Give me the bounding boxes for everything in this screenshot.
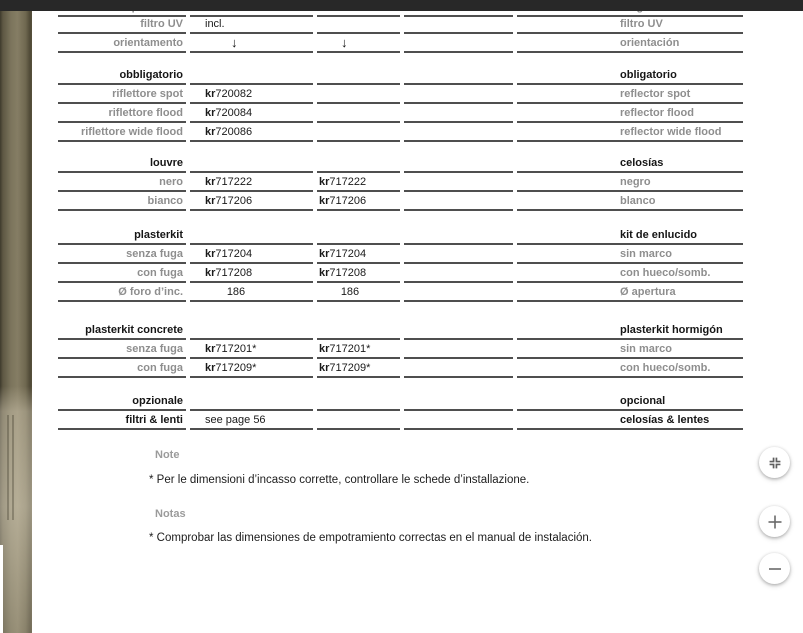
row-label: louvre — [149, 157, 183, 169]
product-code — [319, 195, 366, 207]
spec-row — [58, 34, 743, 53]
product-code — [319, 176, 366, 188]
product-code — [319, 267, 366, 279]
row-label: orientamento — [113, 37, 183, 49]
spec-row — [58, 17, 743, 34]
right-label: sin marco — [620, 343, 672, 355]
spec-cell — [58, 340, 186, 359]
code-prefix: kr — [205, 195, 216, 207]
previous-page-edge[interactable] — [0, 0, 32, 633]
spec-row — [58, 264, 743, 283]
spec-cell — [190, 34, 313, 53]
spec-cell — [404, 245, 513, 264]
spec-cell — [190, 104, 313, 123]
right-label: filtro UV — [620, 18, 663, 30]
product-code — [205, 126, 252, 138]
row-label: bianco — [147, 195, 183, 207]
fit-to-screen-icon — [767, 455, 783, 471]
code-number: 717222 — [329, 176, 367, 188]
spec-cell — [317, 192, 400, 211]
spec-row — [58, 192, 743, 211]
spec-cell — [517, 392, 743, 411]
product-code — [205, 195, 252, 207]
spec-row — [58, 85, 743, 104]
spec-cell — [317, 264, 400, 283]
section-spacer — [58, 378, 743, 392]
spec-cell — [317, 123, 400, 142]
spec-cell — [404, 34, 513, 53]
right-label: celosías — [620, 157, 664, 169]
code-number: 720086 — [215, 126, 253, 138]
spec-cell — [404, 192, 513, 211]
spec-cell — [517, 104, 743, 123]
spec-cell — [58, 321, 186, 340]
section-spacer — [58, 53, 743, 66]
spec-cell — [190, 66, 313, 85]
product-code — [319, 248, 366, 260]
down-arrow-icon: ↓ — [341, 35, 348, 50]
row-label: Ø foro d’inc. — [118, 286, 183, 298]
note-title-es: Notas — [155, 508, 186, 520]
right-label: celosías & lentes — [620, 414, 710, 426]
spec-cell — [317, 173, 400, 192]
note-title-it: Note — [155, 449, 180, 461]
spec-cell — [517, 85, 743, 104]
spec-cell — [517, 321, 743, 340]
product-code — [205, 107, 252, 119]
spec-cell — [317, 66, 400, 85]
spec-cell — [404, 154, 513, 173]
product-code — [205, 362, 256, 374]
spec-cell — [190, 173, 313, 192]
spec-cell — [190, 245, 313, 264]
row-label: opzionale — [132, 395, 183, 407]
spec-cell — [58, 226, 186, 245]
right-label: Ø apertura — [620, 286, 676, 298]
spec-cell — [190, 192, 313, 211]
spec-cell — [317, 245, 400, 264]
spec-row — [58, 283, 743, 302]
row-label: obbligatorio — [119, 69, 183, 81]
section-header-row — [58, 226, 743, 245]
spec-cell — [404, 66, 513, 85]
code-number: 720082 — [215, 88, 253, 100]
spec-cell — [317, 359, 400, 378]
value-text: 186 — [340, 286, 360, 298]
spec-cell — [58, 173, 186, 192]
row-label: senza fuga — [126, 248, 183, 260]
row-label: plasterkit — [134, 229, 183, 241]
minus-icon — [767, 561, 783, 577]
spec-cell — [317, 34, 400, 53]
spec-cell — [517, 283, 743, 302]
code-prefix: kr — [319, 195, 330, 207]
code-number: 717208 — [215, 267, 253, 279]
spec-cell — [190, 411, 313, 430]
code-prefix: kr — [205, 176, 216, 188]
spec-cell — [58, 123, 186, 142]
spec-cell — [404, 17, 513, 34]
code-number: 717209* — [329, 362, 371, 374]
spec-cell — [404, 173, 513, 192]
value-text: incl. — [205, 18, 225, 30]
section-header-row — [58, 154, 743, 173]
spec-cell — [404, 283, 513, 302]
row-label: nero — [159, 176, 183, 188]
spec-cell — [517, 245, 743, 264]
spec-cell — [517, 34, 743, 53]
code-prefix: kr — [319, 248, 330, 260]
spec-row — [58, 245, 743, 264]
code-prefix: kr — [205, 362, 216, 374]
note-body-it: * Per le dimensioni d’incasso corrette, controllare le schede d’installazione. — [149, 474, 530, 486]
code-prefix: kr — [319, 343, 330, 355]
row-label: senza fuga — [126, 343, 183, 355]
row-label: con fuga — [137, 362, 183, 374]
code-number: 717209* — [215, 362, 257, 374]
row-label: riflettore wide flood — [80, 126, 183, 138]
code-number: 717206 — [215, 195, 253, 207]
spec-cell — [517, 123, 743, 142]
zoom-out-button[interactable] — [759, 553, 790, 584]
code-number: 717201* — [329, 343, 371, 355]
spec-cell — [317, 154, 400, 173]
spec-cell — [190, 123, 313, 142]
right-label: blanco — [620, 195, 656, 207]
spec-row — [58, 359, 743, 378]
code-number: 717206 — [329, 195, 367, 207]
spec-cell — [190, 17, 313, 34]
spec-cell — [404, 321, 513, 340]
spec-cell — [517, 411, 743, 430]
fit-to-screen-button[interactable] — [759, 447, 790, 478]
spec-cell — [190, 283, 313, 302]
section-spacer — [58, 211, 743, 226]
spec-cell — [404, 264, 513, 283]
code-prefix: kr — [205, 343, 216, 355]
spec-cell — [190, 264, 313, 283]
section-spacer — [58, 142, 743, 154]
code-number: 717204 — [215, 248, 253, 260]
spec-row — [58, 173, 743, 192]
notes — [149, 449, 709, 545]
spec-cell — [190, 85, 313, 104]
spec-cell — [190, 321, 313, 340]
top-chrome-bar — [0, 0, 803, 11]
spec-cell — [404, 123, 513, 142]
right-label: negro — [620, 176, 651, 188]
code-number: 717222 — [215, 176, 253, 188]
spec-cell — [404, 359, 513, 378]
right-label: opcional — [620, 395, 666, 407]
right-label: orientación — [620, 37, 680, 49]
code-prefix: kr — [319, 362, 330, 374]
spec-cell — [404, 226, 513, 245]
spec-cell — [317, 226, 400, 245]
spec-cell — [517, 192, 743, 211]
spec-cell — [317, 340, 400, 359]
spec-cell — [58, 66, 186, 85]
right-label: reflector wide flood — [620, 126, 722, 138]
row-label: filtro UV — [140, 18, 183, 30]
code-number: 717208 — [329, 267, 367, 279]
spec-cell — [317, 85, 400, 104]
right-label: reflector flood — [620, 107, 694, 119]
code-prefix: kr — [319, 267, 330, 279]
spec-cell — [190, 359, 313, 378]
code-number: 717201* — [215, 343, 257, 355]
row-label: filtri & lenti — [125, 414, 183, 426]
spec-cell — [190, 226, 313, 245]
spec-cell — [58, 85, 186, 104]
product-code — [205, 267, 252, 279]
spec-cell — [517, 264, 743, 283]
spec-cell — [517, 154, 743, 173]
product-code — [205, 176, 252, 188]
product-code — [319, 362, 370, 374]
row-label: riflettore spot — [112, 88, 183, 100]
product-code — [319, 343, 370, 355]
product-code — [205, 248, 252, 260]
spec-cell — [190, 154, 313, 173]
product-code — [205, 343, 256, 355]
spec-cell — [190, 392, 313, 411]
spec-cell — [517, 226, 743, 245]
code-prefix: kr — [319, 176, 330, 188]
spec-cell — [404, 104, 513, 123]
spec-cell — [58, 359, 186, 378]
code-number: 720084 — [215, 107, 253, 119]
spec-cell — [58, 283, 186, 302]
right-label: con hueco/somb. — [620, 267, 711, 279]
spec-cell — [317, 392, 400, 411]
spec-cell — [317, 283, 400, 302]
spec-table — [58, 0, 743, 430]
note-body-es: * Comprobar las dimensiones de empotramiento correctas en el manual de instalación. — [149, 532, 592, 544]
spec-cell — [404, 85, 513, 104]
right-label: plasterkit hormigón — [620, 324, 723, 336]
spec-cell — [58, 34, 186, 53]
spec-cell — [58, 154, 186, 173]
right-label: sin marco — [620, 248, 672, 260]
spec-cell — [58, 392, 186, 411]
spec-row — [58, 411, 743, 430]
spec-cell — [404, 340, 513, 359]
row-label: riflettore flood — [108, 107, 183, 119]
plus-icon — [767, 514, 783, 530]
row-label: con fuga — [137, 267, 183, 279]
product-code — [205, 88, 252, 100]
section-header-row — [58, 392, 743, 411]
spec-cell — [517, 173, 743, 192]
spec-cell — [58, 411, 186, 430]
right-label: con hueco/somb. — [620, 362, 711, 374]
spec-cell — [517, 359, 743, 378]
spec-cell — [317, 104, 400, 123]
down-arrow-icon: ↓ — [231, 35, 238, 50]
code-number: 717204 — [329, 248, 367, 260]
spec-cell — [58, 17, 186, 34]
section-header-row — [58, 321, 743, 340]
spec-cell — [58, 245, 186, 264]
spec-cell — [317, 17, 400, 34]
right-label: reflector spot — [620, 88, 691, 100]
spec-cell — [404, 411, 513, 430]
spec-cell — [404, 392, 513, 411]
zoom-in-button[interactable] — [759, 506, 790, 537]
code-prefix: kr — [205, 248, 216, 260]
spec-cell — [317, 321, 400, 340]
right-label: kit de enlucido — [620, 229, 698, 241]
section-spacer — [58, 302, 743, 321]
value-text: see page 56 — [205, 414, 266, 426]
value-text: 186 — [226, 286, 246, 298]
spec-cell — [517, 340, 743, 359]
code-prefix: kr — [205, 126, 216, 138]
spec-cell — [58, 104, 186, 123]
right-label: obligatorio — [620, 69, 677, 81]
code-prefix: kr — [205, 88, 216, 100]
section-header-row — [58, 66, 743, 85]
spec-cell — [58, 264, 186, 283]
spec-cell — [190, 340, 313, 359]
spec-cell — [517, 17, 743, 34]
spec-row — [58, 123, 743, 142]
spec-row — [58, 340, 743, 359]
code-prefix: kr — [205, 107, 216, 119]
spec-cell — [517, 66, 743, 85]
spec-cell — [317, 411, 400, 430]
spec-row — [58, 104, 743, 123]
code-prefix: kr — [205, 267, 216, 279]
spec-cell — [58, 192, 186, 211]
row-label: plasterkit concrete — [85, 324, 183, 336]
